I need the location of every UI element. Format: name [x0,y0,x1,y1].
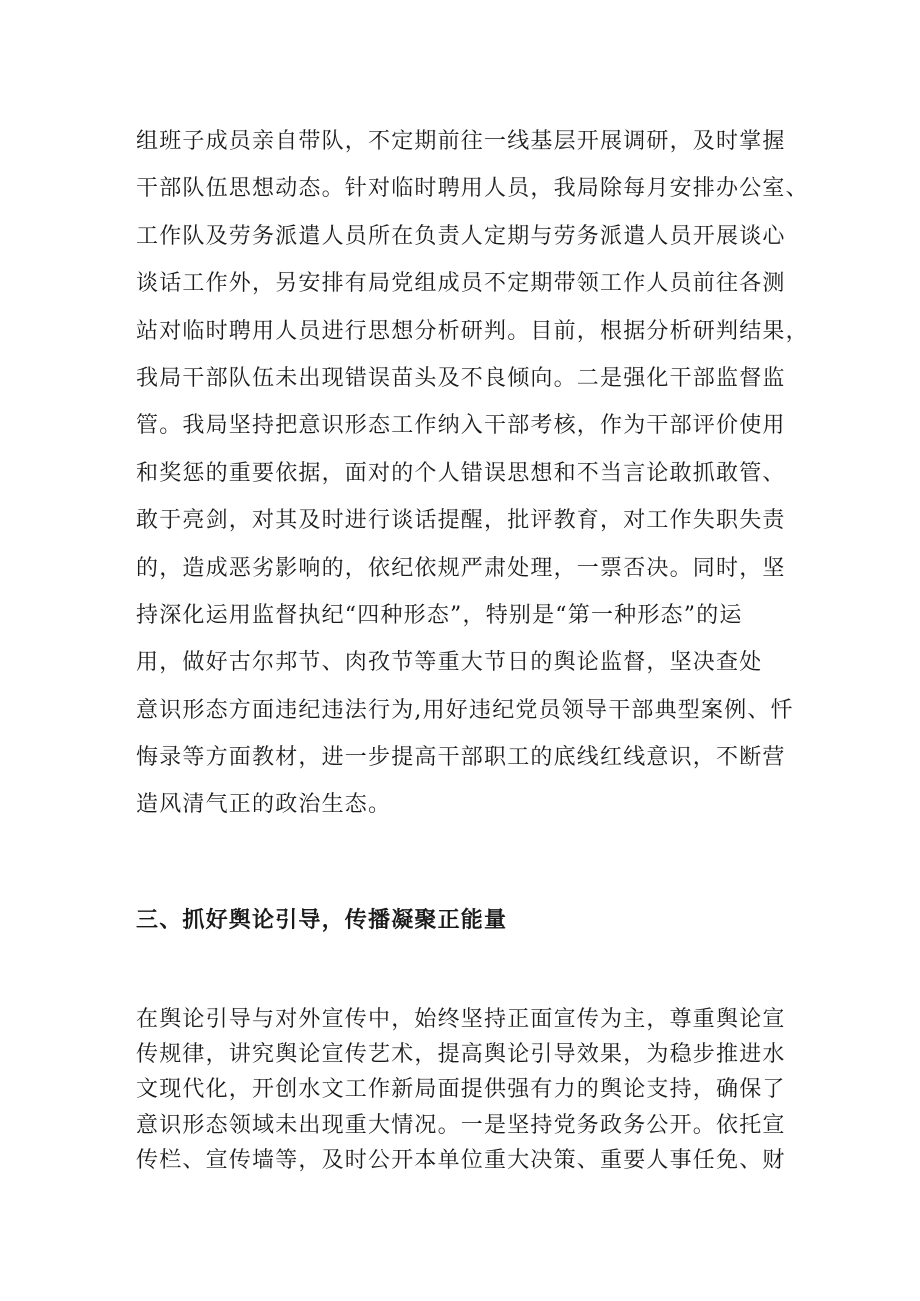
text-line: 谈话工作外，另安排有局党组成员不定期带领工作人员前往各测 [136,271,786,297]
text-line: 工作队及劳务派遣人员所在负责人定期与劳务派遣人员开展谈心 [136,223,786,249]
text-line: 悔录等方面教材，进一步提高干部职工的底线红线意识，不断营 [136,745,786,771]
text-line: 意识形态方面违纪违法行为,用好违纪党员领导干部典型案例、忏 [136,697,794,723]
text-line: 在舆论引导与对外宣传中，始终坚持正面宣传为主，尊重舆论宣 [136,1007,786,1032]
body-paragraph-1 [136,118,816,829]
text-line: 传栏、宣传墙等，及时公开本单位重大决策、重要人事任免、财 [136,1147,786,1173]
text-line: 传规律，讲究舆论宣传艺术，提高舆论引导效果，为稳步推进水 [136,1042,786,1068]
text-line: 持深化运用监督执纪“四种形态”，特别是“第一种形态”的运 [136,602,743,628]
text-line: 和奖惩的重要依据，面对的个人错误思想和不当言论敢抓敢管、 [136,460,786,486]
text-line: 我局干部队伍未出现错误苗头及不良倾向。二是强化干部监督监 [136,365,786,391]
text-line: 文现代化，开创水文工作新局面提供强有力的舆论支持，确保了 [136,1077,786,1103]
text-line: 的，造成恶劣影响的，依纪依规严肃处理，一票否决。同时，坚 [136,555,786,581]
body-paragraph-2 [136,1002,816,1178]
text-line: 敢于亮剑，对其及时进行谈话提醒，批评教育，对工作失职失责 [136,508,786,534]
text-line: 造风清气正的政治生态。 [136,792,392,818]
text-line: 站对临时聘用人员进行思想分析研判。目前，根据分析研判结果， [136,318,809,344]
text-line: 管。我局坚持把意识形态工作纳入干部考核，作为干部评价使用 [136,413,786,439]
text-line: 干部队伍思想动态。针对临时聘用人员，我局除每月安排办公室、 [136,176,809,202]
text-line: 组班子成员亲自带队，不定期前往一线基层开展调研，及时掌握 [136,129,786,154]
text-line: 用，做好古尔邦节、肉孜节等重大节日的舆论监督，坚决查处 [136,650,763,676]
text-line: 意识形态领域未出现重大情况。一是坚持党务政务公开。依托宣 [136,1112,786,1138]
section-heading: 三、抓好舆论引导，传播凝聚正能量 [136,907,508,933]
